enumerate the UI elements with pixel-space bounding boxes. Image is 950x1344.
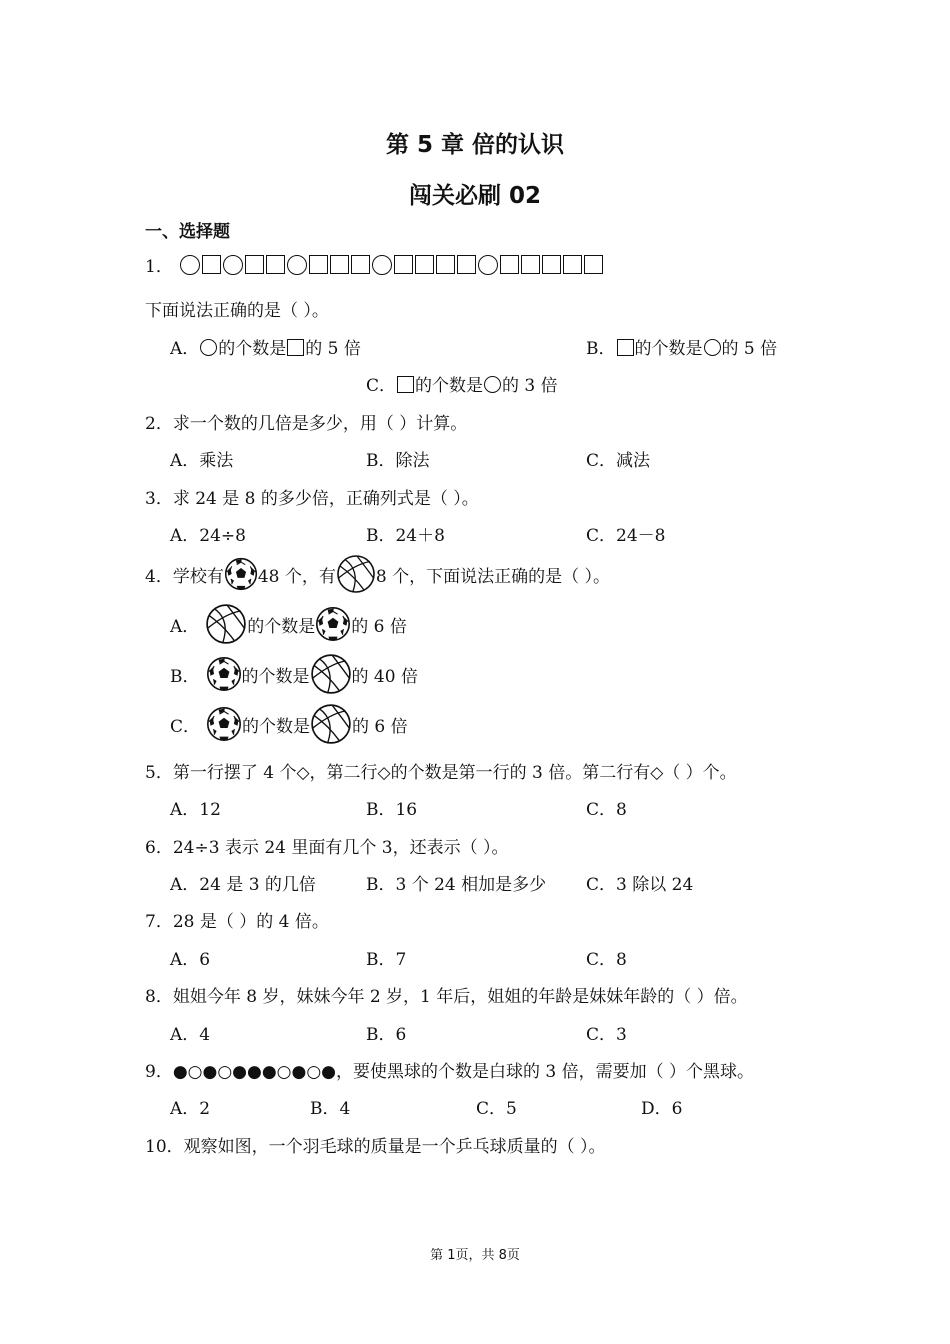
square-icon xyxy=(330,255,349,274)
option-text: 的 5 倍 xyxy=(305,339,361,359)
square-icon xyxy=(287,339,304,356)
soccer-ball-icon xyxy=(206,706,242,742)
q7-option-b[interactable]: B．7 xyxy=(366,950,407,970)
q8-option-b[interactable]: B．6 xyxy=(366,1025,407,1045)
q2-option-b[interactable]: B．除法 xyxy=(366,451,430,471)
option-text: 的 40 倍 xyxy=(351,666,418,687)
option-text: 的 5 倍 xyxy=(721,339,778,359)
option-label: C． xyxy=(170,716,201,737)
square-icon xyxy=(542,255,561,274)
square-icon xyxy=(266,255,285,274)
circle-icon xyxy=(704,339,721,356)
chapter-subtitle: 闯关必刷 02 xyxy=(408,183,541,209)
square-icon xyxy=(351,255,370,274)
question-10: 10．观察如图，一个羽毛球的质量是一个乒乓球质量的（ ）。 xyxy=(145,1137,606,1157)
q6-option-a[interactable]: A．24 是 3 的几倍 xyxy=(170,875,316,895)
q2-option-c[interactable]: C．减法 xyxy=(586,451,651,471)
square-icon xyxy=(309,255,328,274)
option-label: A． xyxy=(170,339,200,359)
basketball-icon xyxy=(310,653,352,695)
square-icon xyxy=(415,255,434,274)
q1-option-a[interactable] xyxy=(170,334,361,359)
q2-option-a[interactable]: A．乘法 xyxy=(170,451,234,471)
q1-option-b[interactable] xyxy=(586,334,777,359)
q4-option-a[interactable] xyxy=(170,603,407,645)
question-3: 3．求 24 是 8 的多少倍，正确列式是（ ）。 xyxy=(145,489,479,509)
q7-option-a[interactable]: A．6 xyxy=(170,950,211,970)
q8-option-a[interactable]: A．4 xyxy=(170,1025,211,1045)
basketball-icon xyxy=(310,703,352,745)
square-icon xyxy=(436,255,455,274)
question-1-figure xyxy=(145,252,604,277)
question-8: 8．姐姐今年 8 岁，妹妹今年 2 岁，1 年后，姐姐的年龄是妹妹年龄的（ ）倍。 xyxy=(145,987,748,1007)
question-9: 9．●○●○●●●○●○●，要使黑球的个数是白球的 3 倍，需要加（ ）个黑球。 xyxy=(145,1062,755,1082)
chapter-title: 第 5 章 倍的认识 xyxy=(385,132,565,158)
question-7: 7．28 是（ ）的 4 倍。 xyxy=(145,912,329,932)
square-icon xyxy=(563,255,582,274)
q1-option-c[interactable] xyxy=(366,371,558,396)
option-text: 的 6 倍 xyxy=(352,716,408,737)
question-6: 6．24÷3 表示 24 里面有几个 3，还表示（ ）。 xyxy=(145,838,509,858)
soccer-ball-icon xyxy=(224,557,258,591)
question-4 xyxy=(145,554,610,594)
q7-option-c[interactable]: C．8 xyxy=(586,950,627,970)
option-text: 的个数是 xyxy=(634,339,703,359)
q3-option-c[interactable]: C．24－8 xyxy=(586,526,666,546)
circle-icon xyxy=(287,255,307,275)
option-text: 的个数是 xyxy=(242,716,311,737)
q5-option-b[interactable]: B．16 xyxy=(366,800,418,820)
square-icon xyxy=(500,255,519,274)
circle-icon xyxy=(372,255,392,275)
q5-option-c[interactable]: C．8 xyxy=(586,800,627,820)
circle-icon xyxy=(180,255,200,275)
question-2: 2．求一个数的几倍是多少，用（ ）计算。 xyxy=(145,414,468,434)
q6-option-b[interactable]: B．3 个 24 相加是多少 xyxy=(366,875,547,895)
square-icon xyxy=(457,255,476,274)
circle-icon xyxy=(223,255,243,275)
option-label: A． xyxy=(170,616,200,637)
square-icon xyxy=(521,255,540,274)
q3-option-a[interactable]: A．24÷8 xyxy=(170,526,246,546)
q8-option-c[interactable]: C．3 xyxy=(586,1025,627,1045)
question-4-text: 8 个，下面说法正确的是（ ）。 xyxy=(375,566,610,587)
basketball-icon xyxy=(205,603,247,645)
circle-icon xyxy=(478,255,498,275)
page-footer: 第 1页，共 8页 xyxy=(430,1248,520,1263)
q5-option-a[interactable]: A．12 xyxy=(170,800,221,820)
option-text: 的个数是 xyxy=(415,376,484,396)
q4-option-c[interactable] xyxy=(170,703,408,745)
option-label: B． xyxy=(586,339,616,359)
circle-icon xyxy=(200,339,217,356)
option-label: B． xyxy=(170,666,200,687)
question-1-prompt: 下面说法正确的是（ ）。 xyxy=(145,301,329,321)
q6-option-c[interactable]: C．3 除以 24 xyxy=(586,875,694,895)
option-text: 的 6 倍 xyxy=(351,616,407,637)
question-4-text: 48 个，有 xyxy=(257,566,336,587)
soccer-ball-icon xyxy=(315,606,351,642)
square-icon xyxy=(617,339,634,356)
option-text: 的个数是 xyxy=(241,666,310,687)
question-4-text: 4．学校有 xyxy=(145,566,224,587)
square-icon xyxy=(397,376,414,393)
question-5: 5．第一行摆了 4 个◇，第二行◇的个数是第一行的 3 倍。第二行有◇（ ）个。 xyxy=(145,763,737,783)
basketball-icon xyxy=(336,554,376,594)
soccer-ball-icon xyxy=(206,656,242,692)
shape-sequence xyxy=(179,255,604,275)
q9-option-c[interactable]: C．5 xyxy=(476,1099,517,1119)
q3-option-b[interactable]: B．24＋8 xyxy=(366,526,445,546)
circle-icon xyxy=(484,376,501,393)
option-text: 的个数是 xyxy=(218,339,287,359)
question-1-number: 1． xyxy=(145,257,173,277)
option-text: 的个数是 xyxy=(247,616,316,637)
section-heading: 一、选择题 xyxy=(145,222,230,242)
square-icon xyxy=(584,255,603,274)
q9-option-b[interactable]: B．4 xyxy=(310,1099,351,1119)
q4-option-b[interactable] xyxy=(170,653,418,695)
option-text: 的 3 倍 xyxy=(502,376,558,396)
square-icon xyxy=(202,255,221,274)
square-icon xyxy=(245,255,264,274)
q9-option-d[interactable]: D．6 xyxy=(641,1099,683,1119)
option-label: C． xyxy=(366,376,397,396)
q9-option-a[interactable]: A．2 xyxy=(170,1099,211,1119)
square-icon xyxy=(394,255,413,274)
